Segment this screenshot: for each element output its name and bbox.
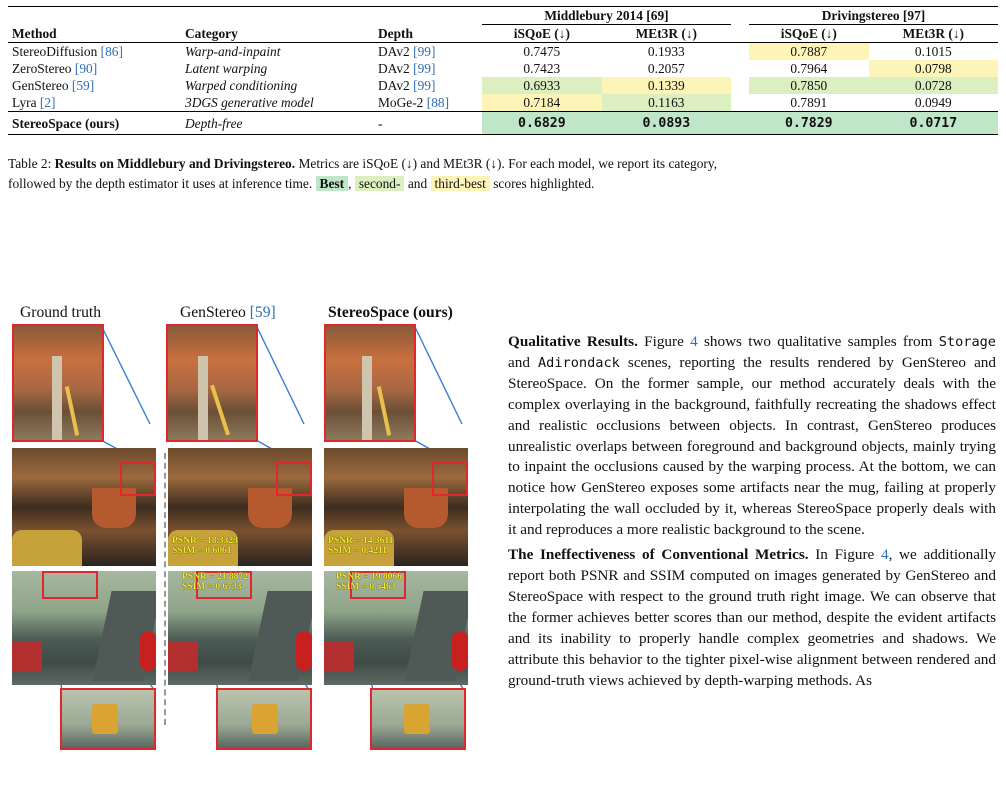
figure-col-header-ours: StereoSpace (ours) xyxy=(328,304,453,321)
col-header-category: Category xyxy=(185,25,238,41)
cell-category: 3DGS generative model xyxy=(185,95,314,110)
col-header-depth: Depth xyxy=(378,25,413,41)
cell-value-third: 0.1339 xyxy=(602,77,731,94)
paragraph-heading: The Ineffectiveness of Conventional Metrics. xyxy=(508,546,809,564)
citation-link[interactable]: [99] xyxy=(413,61,436,76)
cell-value-third: 0.0798 xyxy=(869,60,998,77)
cell-method: GenStereo [59] xyxy=(12,78,95,93)
cell-method: Lyra [2] xyxy=(12,95,56,110)
citation-link[interactable]: [59] xyxy=(71,78,95,93)
col-header-isqoe-ds: iSQoE (↓) xyxy=(780,26,837,41)
zoom-frame xyxy=(216,688,312,750)
paragraph-ineffectiveness-metrics: The Ineffectiveness of Conventional Metrics. In Figure 4, we additionally report both PSNR and SSIM computed on images generated by GenStereo and StereoSpace with respect to the ground truth right image. We can observe that the former achieves better scores than our method, despite the evident artifacts and its inability to properly handle complex geometries and shadows. We attribute this behavior to the tighter pixel-wise alignment between rendered and ground-truth views achieved by depth-warping methods. As xyxy=(508,546,997,689)
cell-value-third: 0.7887 xyxy=(749,43,869,61)
cell-value-second: 0.7850 xyxy=(749,77,869,94)
table-caption: Table 2: Results on Middlebury and Drivingstereo. Metrics are iSQoE (↓) and MEt3R (↓). For each model, we report its category, followed by the depth estimator it uses at inference time. Best , second- and third-best scores highlighted. xyxy=(8,156,718,191)
cell-value: 0.2057 xyxy=(647,61,685,76)
citation-link[interactable]: [86] xyxy=(100,44,123,59)
cell-value-second: 0.1163 xyxy=(602,94,731,112)
cell-value: 0.7475 xyxy=(523,44,561,59)
legend-best: Best xyxy=(316,176,349,191)
cell-value-best: 0.6829 xyxy=(482,112,602,135)
cell-category: Depth-free xyxy=(185,115,243,131)
cell-value: 0.1015 xyxy=(914,44,952,59)
zoom-frame xyxy=(12,324,104,442)
col-header-isqoe-mb: iSQoE (↓) xyxy=(513,26,570,41)
figure-col-header-genstereo: GenStereo [59] xyxy=(180,304,276,321)
cell-value: 0.1933 xyxy=(647,44,685,59)
figure-ref-link[interactable]: 4 xyxy=(880,546,889,564)
cell-category: Warp-and-inpaint xyxy=(185,44,281,59)
cell-depth: MoGe-2 [88] xyxy=(378,95,450,110)
cell-value: 0.0949 xyxy=(914,95,952,110)
col-header-met3r-mb: MEt3R (↓) xyxy=(635,26,697,41)
ours-storage-metrics: PSNR = 14.3611 SSIM = 0.4211 xyxy=(328,536,394,556)
cell-depth: DAv2 [99] xyxy=(378,44,436,59)
cell-method: StereoSpace (ours) xyxy=(12,115,120,131)
cell-depth: - xyxy=(378,115,383,131)
citation-link[interactable]: [59] xyxy=(249,304,276,321)
cell-value-best: 0.0893 xyxy=(602,112,731,135)
citation-link[interactable]: [99] xyxy=(413,78,436,93)
group-header-label: Drivingstereo [97] xyxy=(821,8,926,23)
crop-region-box xyxy=(432,462,468,496)
caption-title: Results on Middlebury and Drivingstereo. xyxy=(54,156,296,171)
cell-depth: DAv2 [99] xyxy=(378,78,436,93)
legend-second: second- xyxy=(355,176,405,191)
zoom-frame xyxy=(324,324,416,442)
group-header-label: Middlebury 2014 [69] xyxy=(544,8,669,23)
cell-value-best: 0.0717 xyxy=(869,112,998,135)
citation-link[interactable]: [90] xyxy=(74,61,98,76)
cell-value-second: 0.6933 xyxy=(482,77,602,94)
zoom-frame xyxy=(60,688,156,750)
crop-region-box xyxy=(276,462,312,496)
cell-category: Warped conditioning xyxy=(185,78,298,93)
cell-value: 0.7891 xyxy=(790,95,828,110)
col-header-met3r-ds: MEt3R (↓) xyxy=(902,26,964,41)
legend-third: third-best xyxy=(431,176,490,191)
group-header-drivingstereo xyxy=(749,7,998,25)
genstereo-storage-metrics: PSNR = 18.3323 SSIM = 0.6061 xyxy=(172,536,238,556)
cell-value-second: 0.0728 xyxy=(869,77,998,94)
crop-region-box xyxy=(42,571,98,599)
figure-ref-link[interactable]: 4 xyxy=(690,333,698,350)
crop-region-box xyxy=(120,462,156,496)
ours-adirondack-metrics: PSNR = 19.8066 SSIM = 0.5463 xyxy=(336,572,402,592)
zoom-frame xyxy=(166,324,258,442)
cell-depth: DAv2 [99] xyxy=(378,61,436,76)
citation-link[interactable]: [2] xyxy=(39,95,56,110)
cell-category: Latent warping xyxy=(185,61,268,76)
cell-value-best: 0.7829 xyxy=(749,112,869,135)
genstereo-adirondack-metrics: PSNR = 21.8872 SSIM = 0.6733 xyxy=(182,572,248,592)
citation-link[interactable]: [88] xyxy=(426,95,450,110)
cell-value: 0.7964 xyxy=(790,61,828,76)
cell-method: ZeroStereo [90] xyxy=(12,61,98,76)
group-header-middlebury xyxy=(482,7,731,25)
paragraph-qualitative-results: Qualitative Results. Figure 4 shows two qualitative samples from Storage and Adirondack scenes, reporting the results rendered by GenStereo and StereoSpace. On the former sample, our method accurately deals with the complex overlaying in the background, faithfully recreating the shadows effect and realistic occlusions between objects. In contrast, GenStereo produces unrealistic overlaps between foreground and background objects, mainly trying to inpaint the occlusions caused by the warping process. At the bottom, we can notice how GenStereo exposes some artifacts near the mug, failing at properly interpolating the wall occluded by it, whereas StereoSpace properly deals with it and reproduces a more realistic background to the scene. xyxy=(508,333,996,539)
cell-value: 0.7423 xyxy=(523,61,561,76)
figure-col-header-gt: Ground truth xyxy=(20,304,101,321)
body-text-column xyxy=(508,332,996,695)
zoom-frame xyxy=(370,688,466,750)
citation-link[interactable]: [99] xyxy=(413,44,436,59)
paragraph-heading: Qualitative Results. xyxy=(508,333,638,350)
col-header-method: Method xyxy=(12,25,57,41)
cell-method: StereoDiffusion [86] xyxy=(12,44,123,59)
cell-value-third: 0.7184 xyxy=(482,94,602,112)
